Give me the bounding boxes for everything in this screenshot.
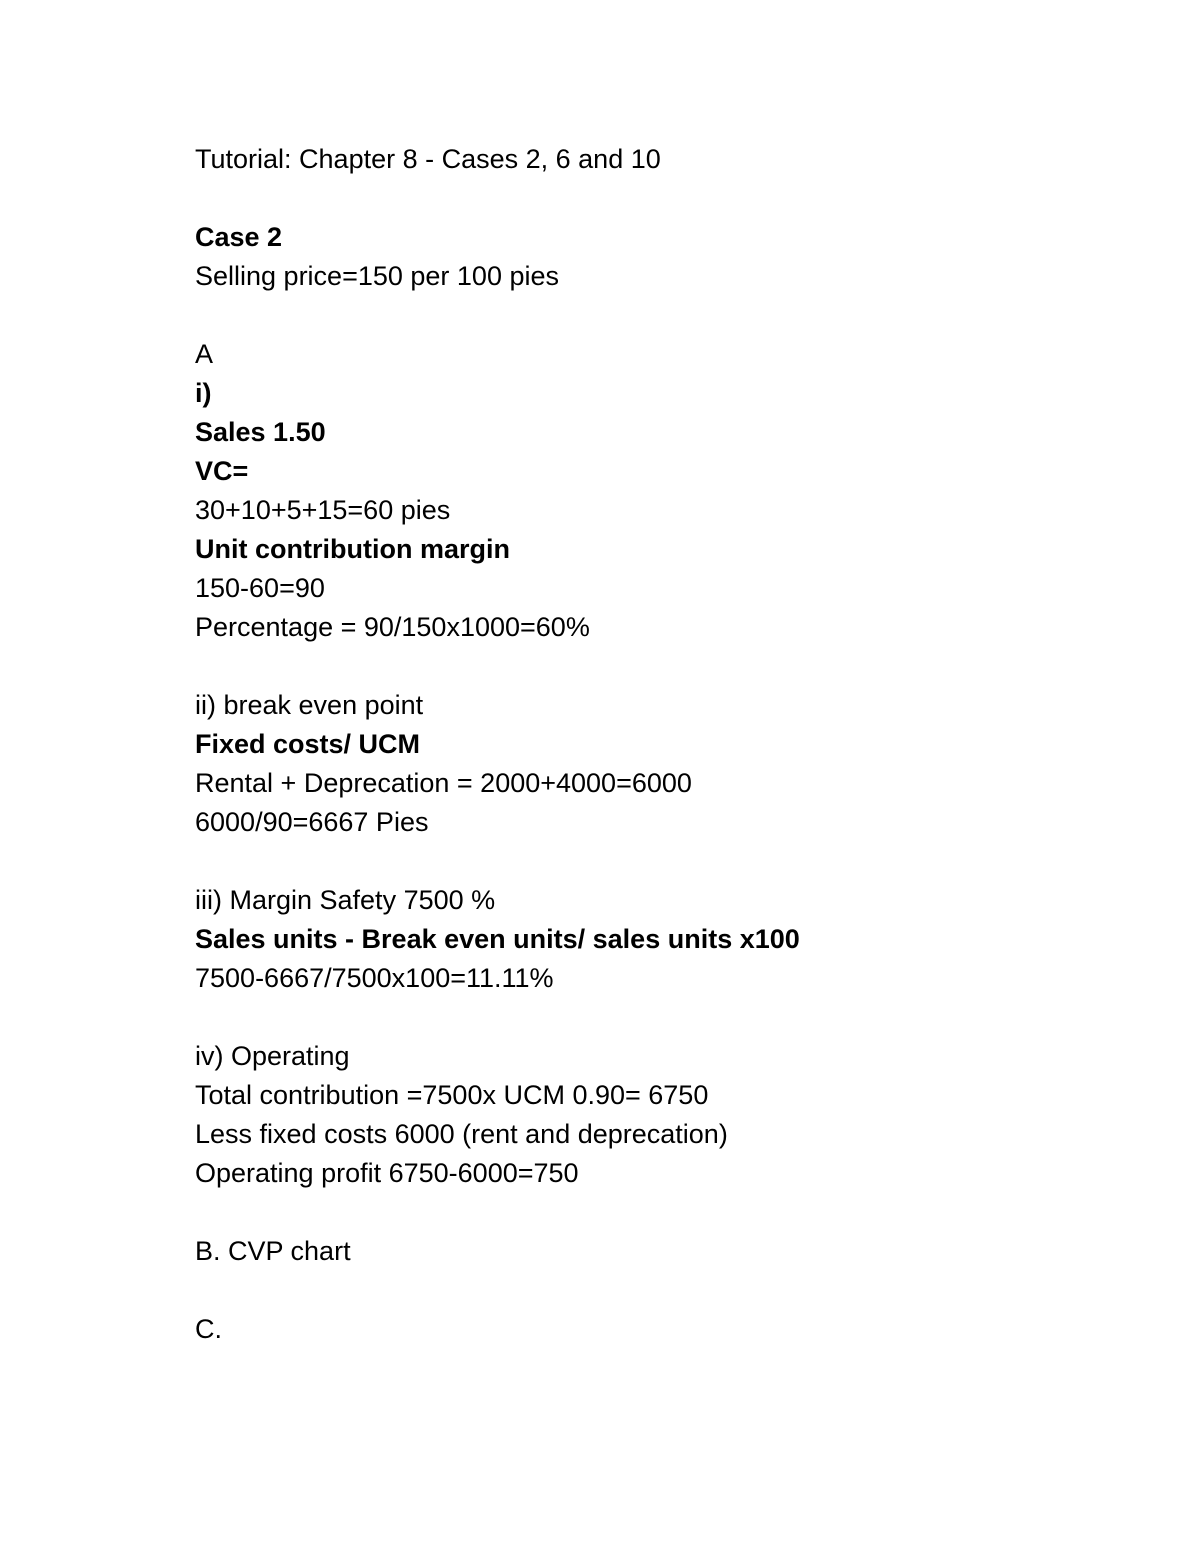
vc-calculation: 30+10+5+15=60 pies [195, 495, 451, 525]
case-heading: Case 2 [195, 222, 283, 252]
part-ii-label: ii) break even point [195, 690, 424, 720]
section-a-label: A [195, 339, 214, 369]
fixed-costs-text: Rental + Deprecation = 2000+4000=6000 [195, 768, 692, 798]
spacer [195, 296, 1095, 335]
break-even-result: 6000/90=6667 Pies [195, 807, 429, 837]
part-iv-label: iv) Operating [195, 1041, 350, 1071]
ucm-label: Unit contribution margin [195, 534, 510, 564]
spacer [195, 842, 1095, 881]
spacer [195, 1271, 1095, 1310]
section-c-label: C. [195, 1314, 222, 1344]
less-fixed-costs-text: Less fixed costs 6000 (rent and deprecation) [195, 1119, 728, 1149]
document-title: Tutorial: Chapter 8 - Cases 2, 6 and 10 [195, 144, 661, 174]
vc-label: VC= [195, 456, 249, 486]
part-i-label: i) [195, 378, 212, 408]
operating-profit-text: Operating profit 6750-6000=750 [195, 1158, 579, 1188]
total-contribution-text: Total contribution =7500x UCM 0.90= 6750 [195, 1080, 709, 1110]
margin-safety-result: 7500-6667/7500x100=11.11% [195, 963, 554, 993]
break-even-formula: Fixed costs/ UCM [195, 729, 421, 759]
document-page [195, 140, 1095, 1349]
spacer [195, 179, 1095, 218]
part-iii-label: iii) Margin Safety 7500 % [195, 885, 496, 915]
percentage-text: Percentage = 90/150x1000=60% [195, 612, 590, 642]
selling-price-text: Selling price=150 per 100 pies [195, 261, 559, 291]
spacer [195, 647, 1095, 686]
section-b-label: B. CVP chart [195, 1236, 351, 1266]
spacer [195, 998, 1095, 1037]
ucm-calculation: 150-60=90 [195, 573, 325, 603]
spacer [195, 1193, 1095, 1232]
sales-text: Sales 1.50 [195, 417, 326, 447]
margin-safety-formula: Sales units - Break even units/ sales units x100 [195, 924, 800, 954]
